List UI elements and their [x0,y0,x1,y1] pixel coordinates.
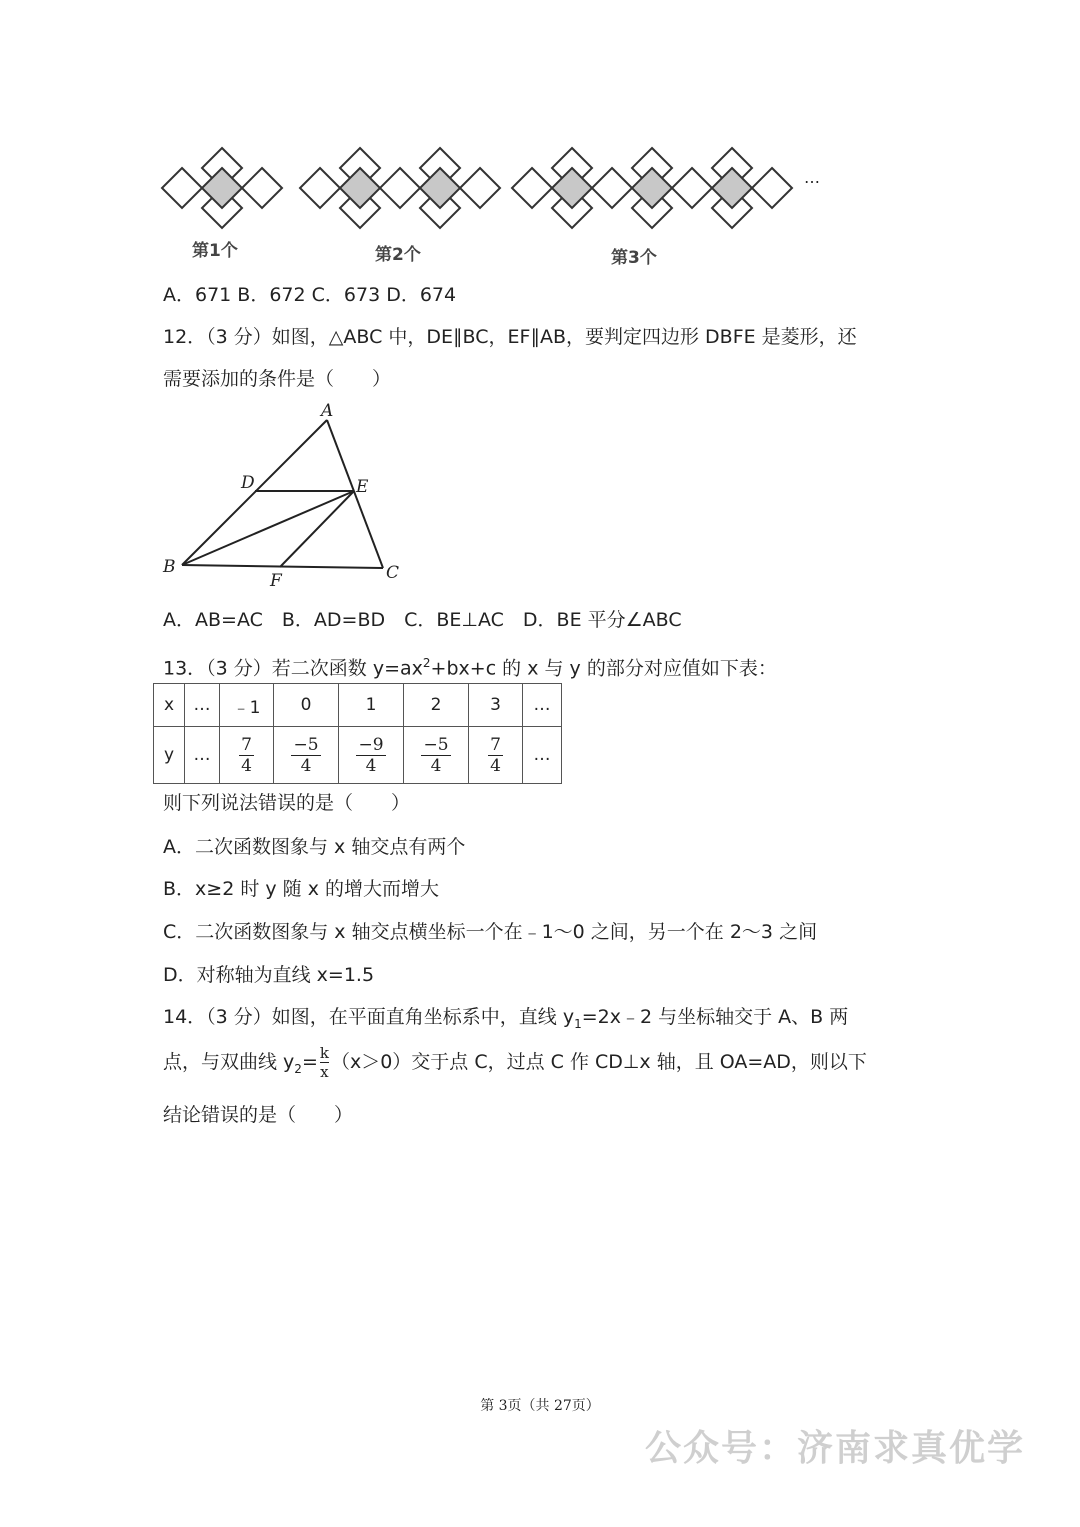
table-cell [274,727,339,784]
point-F: F [270,571,282,591]
pattern-ellipsis: … [804,168,820,187]
diamond [162,168,202,208]
q13-option-a: A．二次函数图象与 x 轴交点有两个 [163,836,466,858]
q14-stem-line2: 点，与双曲线 $y_2=$ $\frac{k}{x}$ （x＞0）交于点 C，过点 C 作 CD⊥x 轴，且 OA=AD，则以下 [163,1044,867,1081]
watermark: 公众号：济南求真优学 [645,1428,1026,1469]
q14-stem-line1: 14．（3 分）如图，在平面直角坐标系中，直线 $y_1=2x﹣2$ 与坐标轴交于 A、B 两 [163,1006,849,1031]
figure-2-label: 第2个 [375,245,421,265]
table-cell [220,727,274,784]
point-C: C [386,563,400,583]
figure-1-label: 第1个 [192,241,238,261]
table-cell: … [185,684,220,727]
table-cell [339,727,404,784]
table-cell: 1 [339,684,404,727]
fraction: $\frac{7}{4}$ [490,734,501,776]
table-cell: … [523,684,562,727]
point-D: D [241,473,255,493]
fraction: $\frac{-5}{4}$ [423,734,449,776]
table-row-y [154,727,562,784]
table-cell: 3 [469,684,523,727]
point-B: B [163,557,176,577]
table-cell: 0 [274,684,339,727]
table-cell: ﹣1 [220,684,274,727]
fraction: $\frac{-9}{4}$ [358,734,384,776]
q14-stem-line3: 结论错误的是（ ） [163,1104,354,1126]
point-A: A [321,401,334,421]
diamond [242,168,282,208]
q11-options: A．671 B．672 C．673 D．674 [163,284,457,306]
table-header: x [154,684,185,727]
diamond-pattern-figure [155,140,855,245]
table-cell: 2 [404,684,469,727]
table-header: y [154,727,185,784]
q12-stem-line1: 12．（3 分）如图，△ABC 中，DE∥BC，EF∥AB，要判定四边形 DBFE 是菱形，还 [163,326,857,348]
q13-option-b: B．x≥2 时 y 随 x 的增大而增大 [163,878,439,900]
point-E: E [356,477,369,497]
page-footer: 第 3页（共 27页） [480,1398,600,1414]
q13-stem: 13．（3 分）若二次函数 $y=ax^2+bx+c$ 的 x 与 y 的部分对应值如下表： [163,656,777,680]
fraction-k-over-x: $\frac{k}{x}$ [319,1044,329,1081]
triangle-figure [155,400,415,595]
q12-stem-line2: 需要添加的条件是（ ） [163,368,392,390]
table-row-x [154,684,562,727]
figure-3-label: 第3个 [611,248,657,268]
table-cell: … [185,727,220,784]
q13-option-c: C．二次函数图象与 x 轴交点横坐标一个在﹣1～0 之间，另一个在 2～3 之间 [163,921,818,943]
table-cell [404,727,469,784]
q13-question: 则下列说法错误的是（ ） [163,792,411,814]
table-cell: … [523,727,562,784]
table-cell [469,727,523,784]
fraction: $\frac{7}{4}$ [241,734,252,776]
fraction: $\frac{-5}{4}$ [293,734,319,776]
value-table [153,683,562,784]
q13-option-d: D．对称轴为直线 x=1.5 [163,964,375,986]
q12-options: A．AB=AC B．AD=BD C．BE⊥AC D．BE 平分∠ABC [163,609,682,631]
